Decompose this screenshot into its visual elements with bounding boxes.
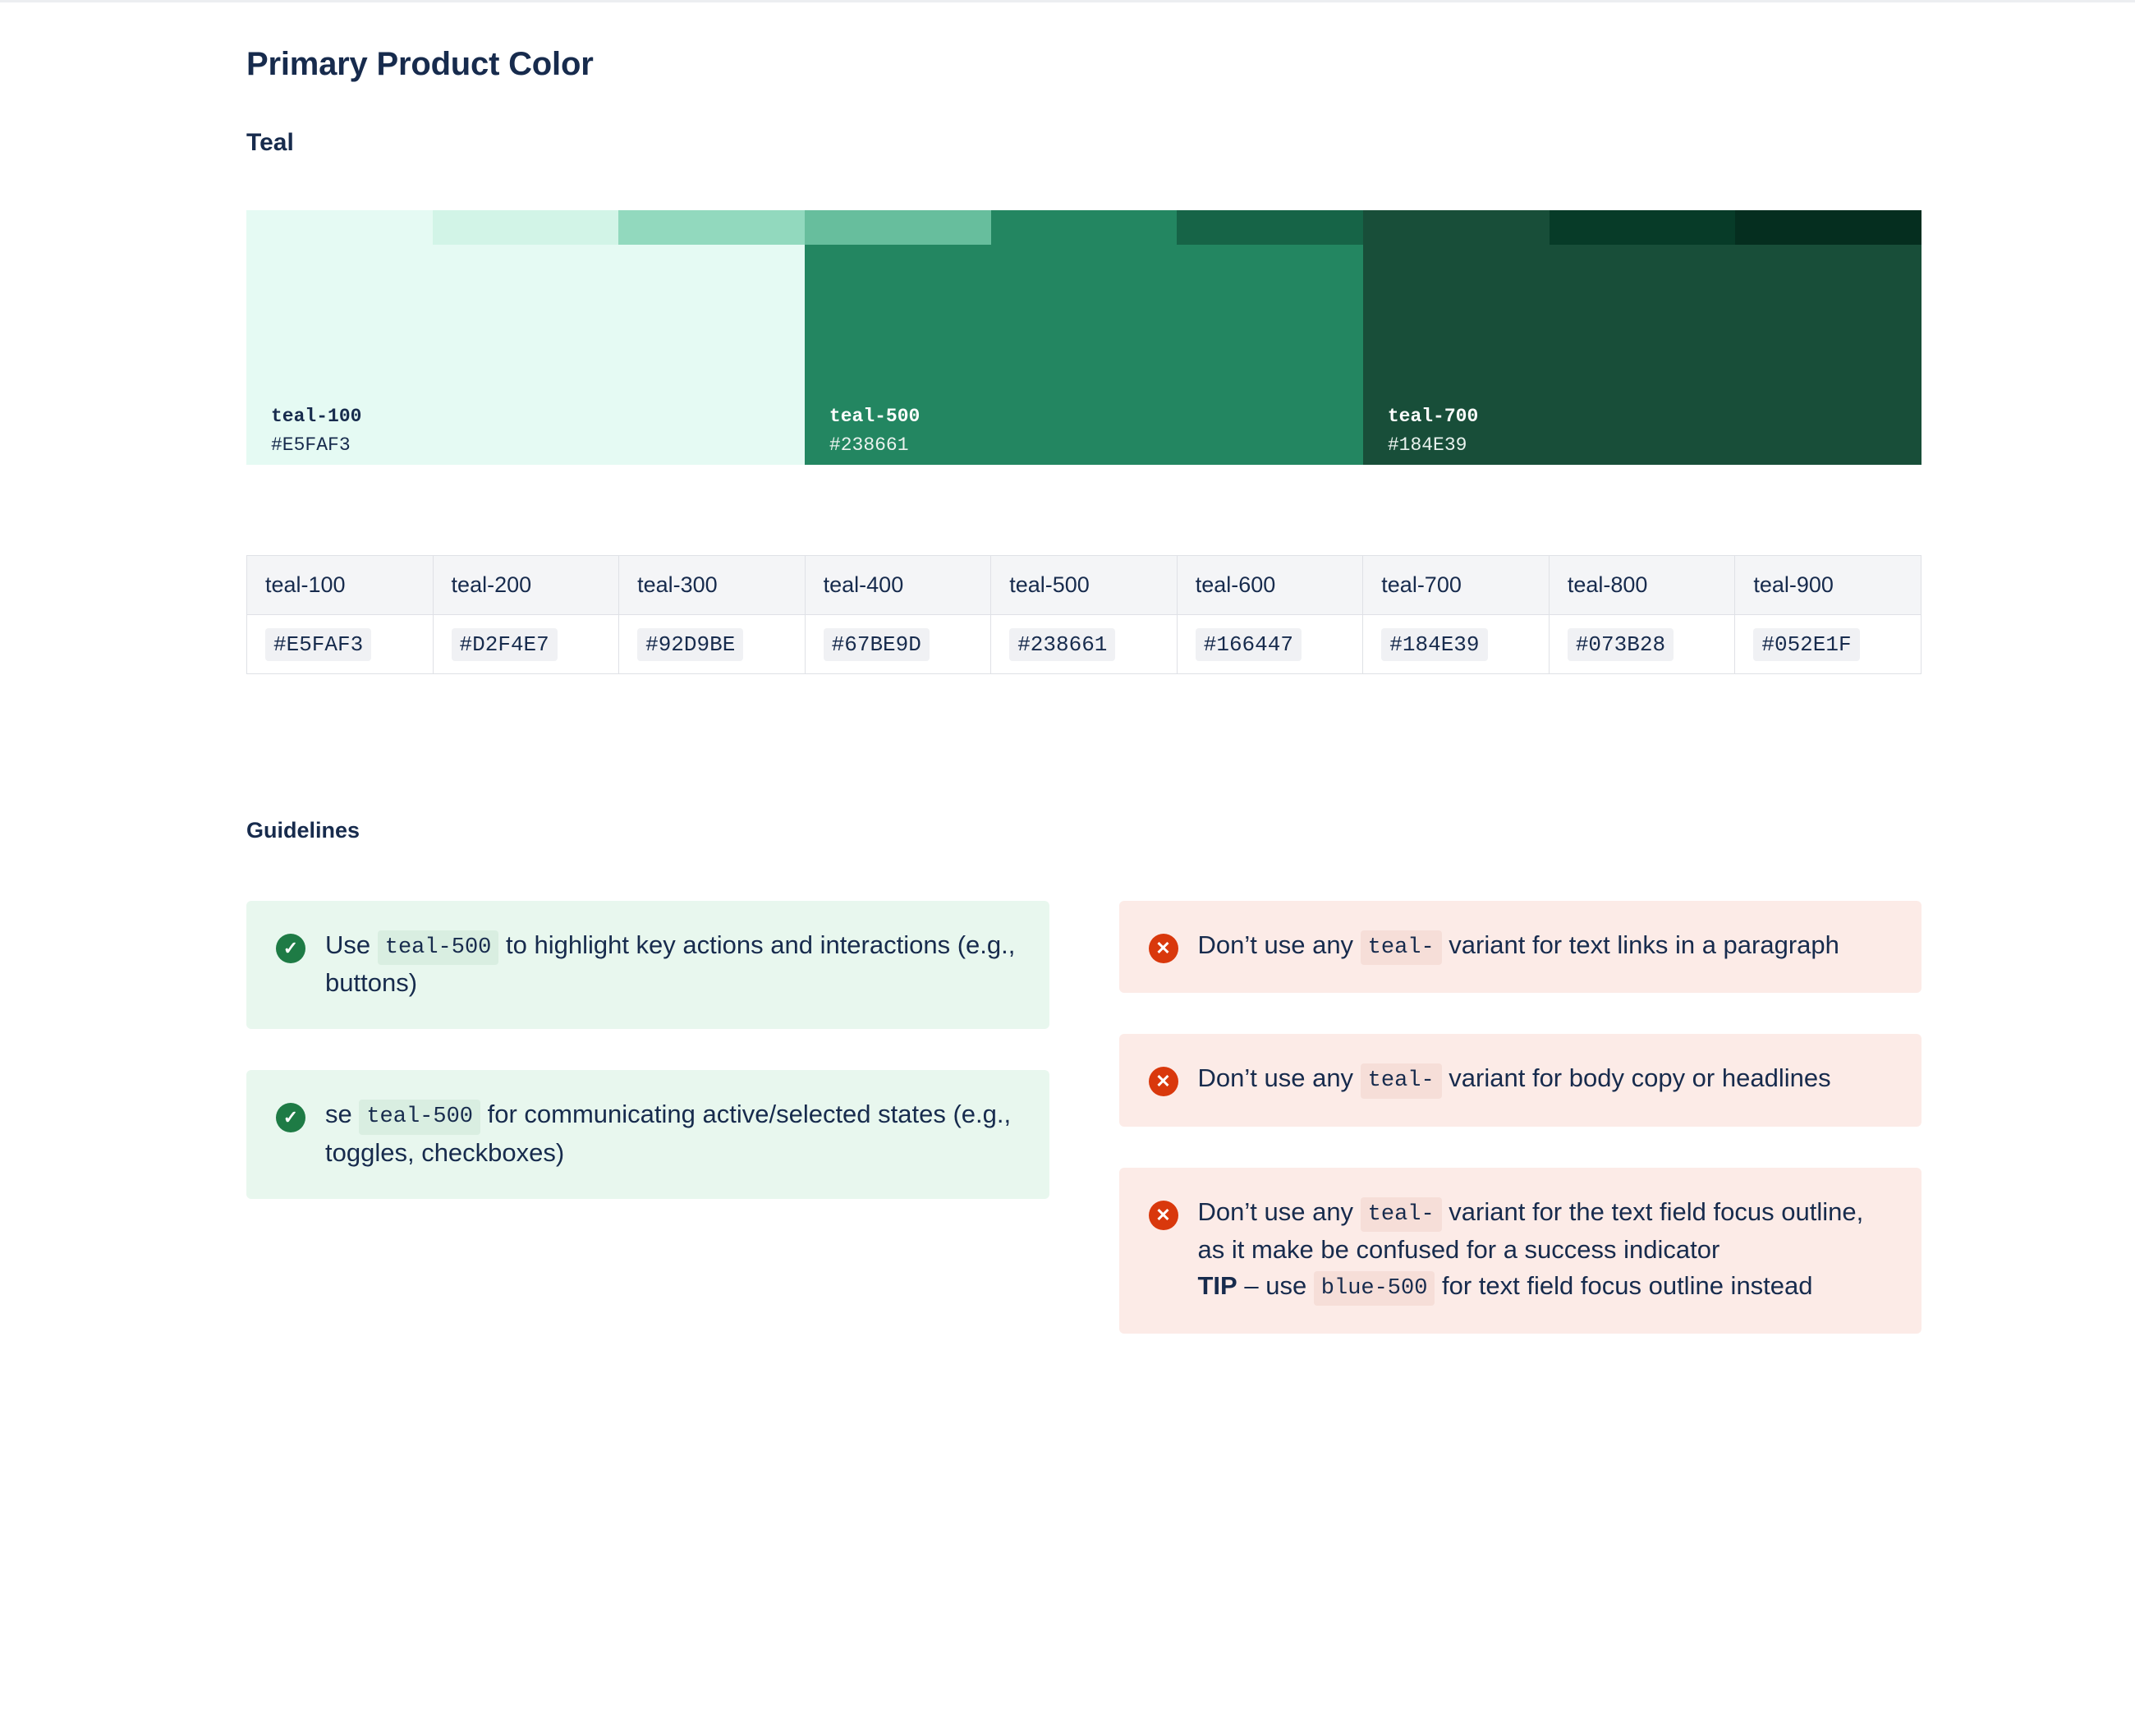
color-family-title: Teal	[246, 129, 294, 156]
hex-code-chip: #238661	[1009, 628, 1115, 661]
inline-token-code: blue-500	[1314, 1271, 1435, 1306]
swatch-band-main	[246, 210, 1922, 465]
top-divider	[0, 0, 2135, 2]
table-header-cell: teal-500	[991, 556, 1178, 615]
guidelines-columns	[246, 901, 1922, 1375]
swatch-hex-value: #184E39	[1387, 434, 1467, 457]
swatch-hex-value: #238661	[829, 434, 909, 457]
guideline-text: Don’t use any teal- variant for the text field focus outline, as it make be confused for a success indicator TIP – use blue-500 for text field focus outline instead	[1198, 1194, 1893, 1307]
hex-code-chip: #E5FAF3	[265, 628, 371, 661]
hex-code-chip: #166447	[1196, 628, 1302, 661]
do-guideline-card	[246, 1070, 1049, 1198]
table-value-cell	[805, 615, 991, 674]
swatch-strip-segment	[1550, 210, 1736, 245]
table-value-cell	[1549, 615, 1735, 674]
inline-token-code: teal-	[1361, 930, 1442, 965]
error-circle-icon: ✕	[1149, 1067, 1178, 1096]
dont-guideline-card	[1119, 901, 1922, 993]
hex-code-chip: #052E1F	[1753, 628, 1859, 661]
tip-label: TIP	[1197, 1271, 1237, 1300]
swatch-strip-segment	[1735, 210, 1922, 245]
inline-token-code: teal-500	[359, 1100, 480, 1134]
swatch-strip-segment	[618, 210, 805, 245]
guideline-text: se teal-500 for communicating active/selected states (e.g., toggles, checkboxes)	[325, 1100, 1012, 1167]
hex-code-chip: #D2F4E7	[452, 628, 558, 661]
guidelines-heading: Guidelines	[246, 818, 360, 843]
swatch-strip-segment	[1363, 210, 1550, 245]
swatch-strip-segment	[433, 210, 619, 245]
table-value-row	[247, 615, 1922, 674]
do-column	[246, 901, 1049, 1375]
swatch-band-top-strip	[246, 210, 1922, 245]
table-header-cell: teal-100	[247, 556, 434, 615]
table-value-cell	[1735, 615, 1922, 674]
inline-token-code: teal-	[1361, 1063, 1442, 1098]
hex-code-chip: #67BE9D	[824, 628, 930, 661]
page-title: Primary Product Color	[246, 46, 594, 82]
table-header-cell: teal-700	[1363, 556, 1550, 615]
table-header-cell: teal-400	[805, 556, 991, 615]
table-header-row	[247, 556, 1922, 615]
swatch-block	[246, 210, 805, 465]
guideline-text: Use teal-500 to highlight key actions and interactions (e.g., buttons)	[325, 930, 1016, 998]
table-value-cell	[991, 615, 1178, 674]
dont-column	[1119, 901, 1922, 1375]
table-value-cell	[433, 615, 619, 674]
check-circle-icon: ✓	[276, 1103, 305, 1132]
do-guideline-card	[246, 901, 1049, 1029]
color-swatch-band	[246, 210, 1922, 465]
swatch-token-name: teal-100	[271, 406, 362, 428]
swatch-strip-segment	[1177, 210, 1363, 245]
table-header-cell: teal-600	[1177, 556, 1363, 615]
color-token-table	[246, 555, 1922, 674]
table-value-cell	[1177, 615, 1363, 674]
dont-guideline-card	[1119, 1034, 1922, 1126]
guideline-text: Don’t use any teal- variant for text links in a paragraph	[1198, 927, 1839, 965]
error-circle-icon: ✕	[1149, 1201, 1178, 1230]
swatch-block	[805, 210, 1363, 465]
table-header-cell: teal-200	[433, 556, 619, 615]
swatch-hex-value: #E5FAF3	[271, 434, 351, 457]
table-value-cell	[247, 615, 434, 674]
swatch-strip-segment	[991, 210, 1178, 245]
hex-code-chip: #073B28	[1568, 628, 1674, 661]
table-value-cell	[1363, 615, 1550, 674]
inline-token-code: teal-	[1361, 1197, 1442, 1232]
hex-code-chip: #92D9BE	[637, 628, 743, 661]
inline-token-code: teal-500	[378, 930, 499, 965]
table-header-cell: teal-300	[619, 556, 806, 615]
table-value-cell	[619, 615, 806, 674]
guideline-text: Don’t use any teal- variant for body copy or headlines	[1198, 1060, 1831, 1098]
swatch-token-name: teal-500	[829, 406, 921, 428]
table-header-cell: teal-800	[1549, 556, 1735, 615]
error-circle-icon: ✕	[1149, 934, 1178, 963]
check-circle-icon: ✓	[276, 934, 305, 963]
hex-code-chip: #184E39	[1381, 628, 1487, 661]
swatch-block	[1363, 210, 1922, 465]
dont-guideline-card	[1119, 1168, 1922, 1334]
table-header-cell: teal-900	[1735, 556, 1922, 615]
swatch-token-name: teal-700	[1387, 406, 1479, 428]
swatch-strip-segment	[805, 210, 991, 245]
swatch-strip-segment	[246, 210, 433, 245]
